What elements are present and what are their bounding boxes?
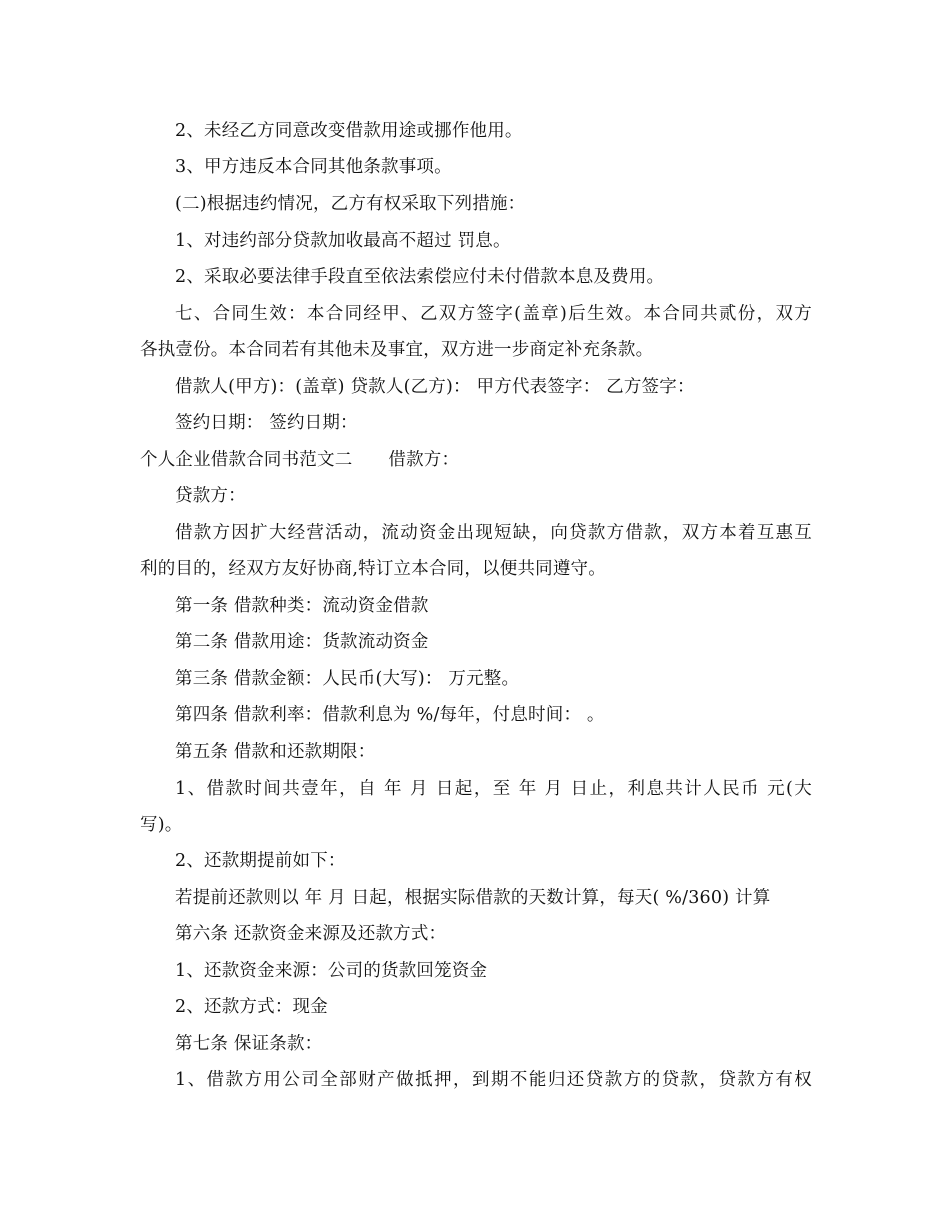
clause-text: 1、借款方用公司全部财产做抵押，到期不能归还贷款方的贷款，贷款方有权 xyxy=(175,1070,812,1090)
clause-text: 2、未经乙方同意改变借款用途或挪作他用。 xyxy=(175,121,523,141)
article-line: 第二条 借款用途：货款流动资金 xyxy=(175,632,429,652)
clause-text: 2、还款期提前如下： xyxy=(175,851,346,871)
clause-text: (二)根据违约情况，乙方有权采取下列措施： xyxy=(175,194,526,214)
clause-text: 若提前还款则以 年 月 日起，根据实际借款的天数计算，每天( %/360) 计算 xyxy=(175,888,771,908)
date-line: 签约日期： 签约日期： xyxy=(175,413,358,433)
borrower-label: 借款方： xyxy=(388,450,460,470)
clause-text: 写)。 xyxy=(140,815,183,835)
article-line: 第六条 还款资金来源及还款方式： xyxy=(175,924,447,944)
paragraph-text: 借款方因扩大经营活动，流动资金出现短缺，向贷款方借款，双方本着互惠互 xyxy=(175,523,812,543)
clause-text: 1、借款时间共壹年，自 年 月 日起，至 年 月 日止，利息共计人民币 元(大 xyxy=(175,779,812,799)
clause-text: 2、采取必要法律手段直至依法索偿应付未付借款本息及费用。 xyxy=(175,267,665,287)
clause-text: 2、还款方式：现金 xyxy=(175,997,328,1017)
article-line: 第四条 借款利率：借款利息为 %/每年，付息时间： 。 xyxy=(175,705,605,725)
clause-text: 1、对违约部分贷款加收最高不超过 罚息。 xyxy=(175,231,511,251)
clause-text: 3、甲方违反本合同其他条款事项。 xyxy=(175,157,452,177)
article-line: 第五条 借款和还款期限： xyxy=(175,742,376,762)
signature-line: 借款人(甲方)：(盖章) 贷款人(乙方)： 甲方代表签字： 乙方签字： xyxy=(175,377,695,397)
article-line: 第七条 保证条款： xyxy=(175,1034,323,1054)
paragraph-text: 利的目的，经双方友好协商,特订立本合同，以便共同遵守。 xyxy=(140,559,606,579)
clause-text: 1、还款资金来源：公司的货款回笼资金 xyxy=(175,961,488,981)
section-title: 个人企业借款合同书范文二 xyxy=(140,450,353,470)
article-line: 第一条 借款种类：流动资金借款 xyxy=(175,596,429,616)
article-line: 第三条 借款金额：人民币(大写)： 万元整。 xyxy=(175,669,520,689)
clause-text: 七、合同生效：本合同经甲、乙双方签字(盖章)后生效。本合同共贰份，双方 xyxy=(175,304,812,324)
clause-text: 各执壹份。本合同若有其他未及事宜，双方进一步商定补充条款。 xyxy=(140,340,654,360)
heading-line xyxy=(140,449,459,471)
lender-label: 贷款方： xyxy=(175,486,246,506)
